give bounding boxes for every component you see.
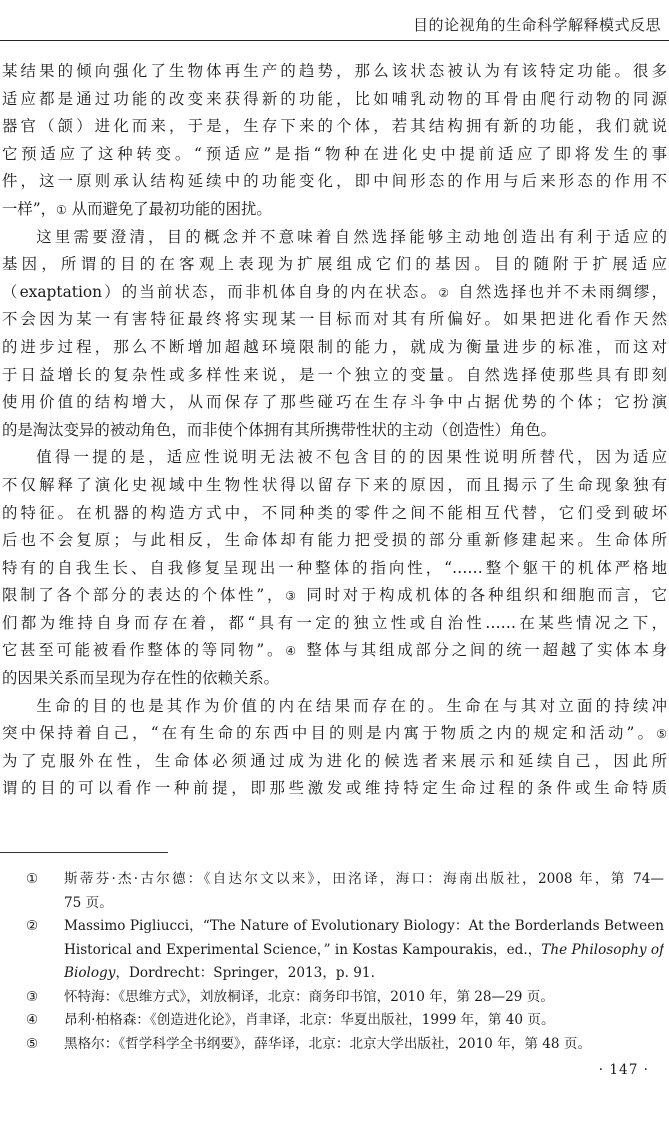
text-line: 基因，所谓的目的在客观上表现为扩展组成它们的基因。目的随附于扩展适应 (2, 255, 667, 274)
footnote-line: 75 页。 (64, 894, 113, 911)
footnote-1 (26, 868, 664, 915)
footnote-line: Massimo Pigliucci，“The Nature of Evolutionary Biology：At the Borderlands Between (64, 918, 664, 934)
text-span: 同时对于构成机体的各种组织和细胞而言，它 (298, 586, 667, 605)
text-line (2, 196, 667, 224)
footnote-marker: ① (26, 871, 39, 887)
text-line: 某结果的倾向强化了生物体再生产的趋势，那么该状态被认为有该特定功能。很多 (2, 62, 667, 80)
footnote-4 (26, 1009, 664, 1033)
book-title-italic: Biology (64, 965, 116, 981)
footnote-marker: ⑤ (26, 1035, 39, 1052)
text-span: 生命的目的也是其作为价值的内在结果而存在的。生命在与其对立面的持续冲 (33, 696, 667, 715)
running-header (0, 0, 669, 41)
text-span: 值得一提的是，适应性说明无法被不包含目的的因果性说明所替代，因为适应 (33, 448, 667, 467)
footnote-rule (0, 852, 168, 853)
text-span: 限制了各个部分的表达的个体性”， (2, 586, 286, 605)
footnote-ref-3: ③ (285, 589, 299, 604)
text-line: 于日益增长的复杂性或多样性来说，是一个独立的变量。自然选择使那些具有即刻 (2, 365, 667, 384)
text-line: 的因果关系而呈现为存在性的依赖关系。 (2, 669, 280, 688)
book-title-italic: The Philosophy of (541, 941, 664, 958)
footnote-marker: ③ (26, 988, 39, 1005)
text-line: 们都为维持自身而存在着，都“具有一定的独立性或自治性……在某些情况之下， (2, 613, 667, 632)
footnote-marker: ② (26, 918, 39, 934)
text-span: （exaptation）的当前状态，而非机体自身的内在状态。 (2, 282, 439, 301)
footnote-ref-2: ② (438, 285, 452, 300)
text-line: 件，这一原则承认结构延续中的功能变化，即中间形态的作用与后来形态的作用不 (2, 172, 667, 191)
footnote-line (64, 962, 664, 986)
text-span: 这里需要澄清，目的概念并不意味着自然选择能够主动地创造出有利于适应的 (33, 227, 667, 246)
footnote-ref-5: ⑤ (656, 727, 667, 742)
footnote-line: 黑格尔：《哲学科学全书纲要》，薛华译，北京：北京大学出版社，2010 年，第 48 页。 (64, 1035, 592, 1052)
page-number: · 147 · (598, 1062, 649, 1078)
footnote-3 (26, 986, 664, 1010)
text-line: 不会因为某一有害特征最终将实现某一目标而对其有所偏好。如果把进化看作天然 (2, 310, 667, 329)
text-span: Historical and Experimental Science，” in Kostas Kampourakis，ed.， (64, 941, 542, 958)
footnote-line: 斯蒂芬·杰·古尔德：《自达尔文以来》，田洺译，海口：海南出版社，2008 年，第 74— (64, 871, 664, 887)
text-line: 它预适应了这种转变。“预适应”是指“物种在进化史中提前适应了即将发生的事 (2, 144, 667, 163)
text-line: 后也不会复原；与此相反，生命体却有能力把受损的部分重新修建起来。生命体所 (2, 531, 667, 550)
footnote-line: 怀特海：《思维方式》，刘放桐译，北京：商务印书馆，2010 年，第 28—29 页。 (64, 988, 554, 1005)
text-line (2, 693, 667, 721)
text-span: 自然选择也并不未雨绸缪， (451, 282, 667, 301)
footnote-ref-1: ① (56, 202, 67, 217)
text-span: 一样”， (2, 199, 57, 218)
text-span: 从而避免了最初功能的困扰。 (66, 199, 272, 218)
footnote-marker: ④ (26, 1012, 39, 1028)
text-span: 它甚至可能被看作整体的等同物”。 (2, 641, 286, 660)
text-span: 整体与其组成部分之间的统一超越了实体本身 (298, 641, 667, 660)
footnote-ref-4: ④ (285, 644, 299, 659)
text-line: 的是淘汰变异的被动角色，而非使个体拥有其所携带性状的主动（创造性）角色。 (2, 420, 557, 439)
text-line: 的进步过程，那么不断增加超越环境限制的能力，就成为衡量进步的标准，而这对 (2, 337, 667, 356)
text-span: 突中保持着自己，“在有生命的东西中目的则是内寓于物质之内的规定和活动”。 (2, 724, 657, 743)
text-line (2, 279, 667, 307)
footnote-line (64, 939, 664, 963)
text-line (2, 637, 667, 665)
text-line: 谓的目的可以看作一种前提，即那些激发或维持特定生命过程的条件或生命特质 (2, 779, 667, 798)
footnote-5 (26, 1033, 664, 1057)
text-line (2, 720, 667, 748)
header-rule (0, 40, 669, 41)
footnote-2 (26, 915, 664, 986)
text-line: 特有的自我生长、自我修复呈现出一种整体的指向性，“……整个躯干的机体严格地 (2, 558, 667, 577)
text-line (2, 224, 667, 252)
text-line: 器官（颌）进化而来，于是，生存下来的个体，若其结构拥有新的功能，我们就说 (2, 117, 667, 136)
running-title: 目的论视角的生命科学解释模式反思 (412, 16, 661, 34)
body-text (2, 58, 667, 803)
text-line: 适应都是通过功能的改变来获得新的功能，比如哺乳动物的耳骨由爬行动物的同源 (2, 89, 667, 108)
text-line: 使用价值的结构增大，从而保存了那些碰巧在生存斗争中占据优势的个体；它扮演 (2, 393, 667, 412)
text-line (2, 444, 667, 472)
text-line: 为了克服外在性，生命体必须通过成为进化的候选者来展示和延续自己，因此所 (2, 751, 667, 770)
text-line (2, 582, 667, 610)
text-span: ，Dordrecht：Springer，2013，p. 91. (115, 965, 375, 981)
text-line: 不仅解释了演化史视域中生物性状得以留存下来的原因，而且揭示了生命现象独有 (2, 475, 667, 494)
footnotes (26, 868, 664, 1056)
text-line: 的特征。在机器的构造方式中，不同种类的零件之间不能相互代替，它们受到破坏 (2, 503, 667, 522)
footnote-line: 昂利·柏格森：《创造进化论》，肖聿译，北京：华夏出版社，1999 年，第 40 页。 (64, 1012, 555, 1028)
